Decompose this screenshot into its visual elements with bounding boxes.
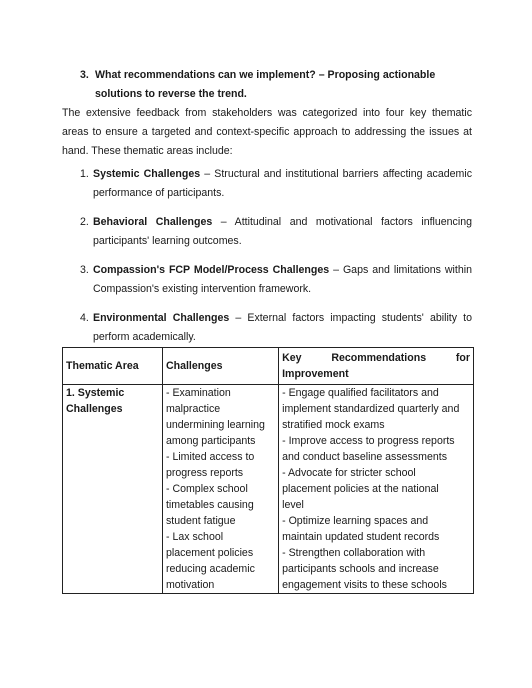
header-word: Recommendations	[331, 352, 427, 364]
cell-line: - Improve access to progress reports	[282, 435, 455, 447]
cell-line: undermining learning	[165, 419, 265, 431]
cell-line: maintain updated student records	[282, 531, 440, 543]
list-item-title: Environmental Challenges	[93, 312, 230, 324]
thematic-areas-list	[62, 165, 472, 357]
thematic-area-cell	[63, 385, 163, 594]
cell-line: placement policies at the national	[282, 483, 439, 495]
cell-line: level	[282, 499, 304, 511]
cell-line: - Complex school	[165, 483, 248, 495]
header-challenges: Challenges	[162, 348, 278, 385]
list-item-title: Systemic Challenges	[93, 168, 201, 180]
header-thematic-area: Thematic Area	[63, 348, 163, 385]
cell-line: - Advocate for stricter school	[282, 467, 416, 479]
cell-line: - Engage qualified facilitators and	[282, 387, 439, 399]
cell-line: - Strengthen collaboration with	[282, 547, 426, 559]
cell-line: engagement visits to these schools	[282, 579, 447, 591]
header-word: Improvement	[282, 368, 349, 380]
table-row	[63, 385, 474, 594]
section-question-heading	[80, 66, 475, 104]
thematic-area-label: 1. Systemic Challenges	[66, 387, 125, 415]
recommendations-list	[282, 385, 470, 593]
header-word: for	[455, 352, 470, 364]
cell-line: implement standardized quarterly and	[282, 403, 460, 415]
cell-line: among participants	[165, 435, 256, 447]
list-item	[62, 309, 472, 347]
cell-line: placement policies	[165, 547, 254, 559]
list-item-number: 1.	[80, 168, 89, 180]
recommendations-cell	[279, 385, 474, 594]
list-item-number: 2.	[80, 216, 89, 228]
cell-line: motivation	[165, 579, 215, 591]
challenges-list	[166, 385, 275, 593]
question-number: 3.	[80, 69, 89, 81]
list-item	[62, 213, 472, 251]
cell-line: - Lax school	[165, 531, 224, 543]
list-item-description: – Attitudinal and motivational factors influencing participants' learning outcomes.	[93, 216, 472, 247]
cell-line: stratified mock exams	[282, 419, 385, 431]
cell-line: progress reports	[165, 467, 244, 479]
header-recommendations	[279, 348, 474, 385]
cell-line: reducing academic	[165, 563, 255, 575]
cell-line: and conduct baseline assessments	[282, 451, 447, 463]
list-item	[62, 261, 472, 299]
list-item-description: – Structural and institutional barriers affecting academic performance of participants.	[93, 168, 473, 199]
cell-line: - Examination	[165, 387, 231, 399]
list-item-number: 3.	[80, 264, 89, 276]
table-header-row	[63, 348, 474, 385]
intro-paragraph: The extensive feedback from stakeholders was categorized into four key thematic areas to ensure a targeted and context-specific approach to addressing the issues at hand. These thematic areas include:	[62, 107, 472, 157]
recommendations-table	[62, 347, 474, 594]
list-item-title: Compassion's FCP Model/Process Challenges	[93, 264, 330, 276]
list-item-title: Behavioral Challenges	[93, 216, 213, 228]
cell-line: - Limited access to	[165, 451, 255, 463]
header-word: Key	[282, 352, 302, 364]
list-item-description: – Gaps and limitations within Compassion's existing intervention framework.	[93, 264, 472, 295]
list-item-description: – External factors impacting students' ability to perform academically.	[93, 312, 472, 343]
cell-line: timetables causing	[165, 499, 254, 511]
cell-line: malpractice	[165, 403, 221, 415]
list-item-number: 4.	[80, 312, 89, 324]
cell-line: - Optimize learning spaces and	[282, 515, 429, 527]
cell-line: student fatigue	[165, 515, 236, 527]
question-text: What recommendations can we implement? – Proposing actionable solutions to reverse the trend.	[95, 69, 436, 100]
cell-line: participants schools and increase	[282, 563, 439, 575]
challenges-cell	[162, 385, 278, 594]
list-item	[62, 165, 472, 203]
